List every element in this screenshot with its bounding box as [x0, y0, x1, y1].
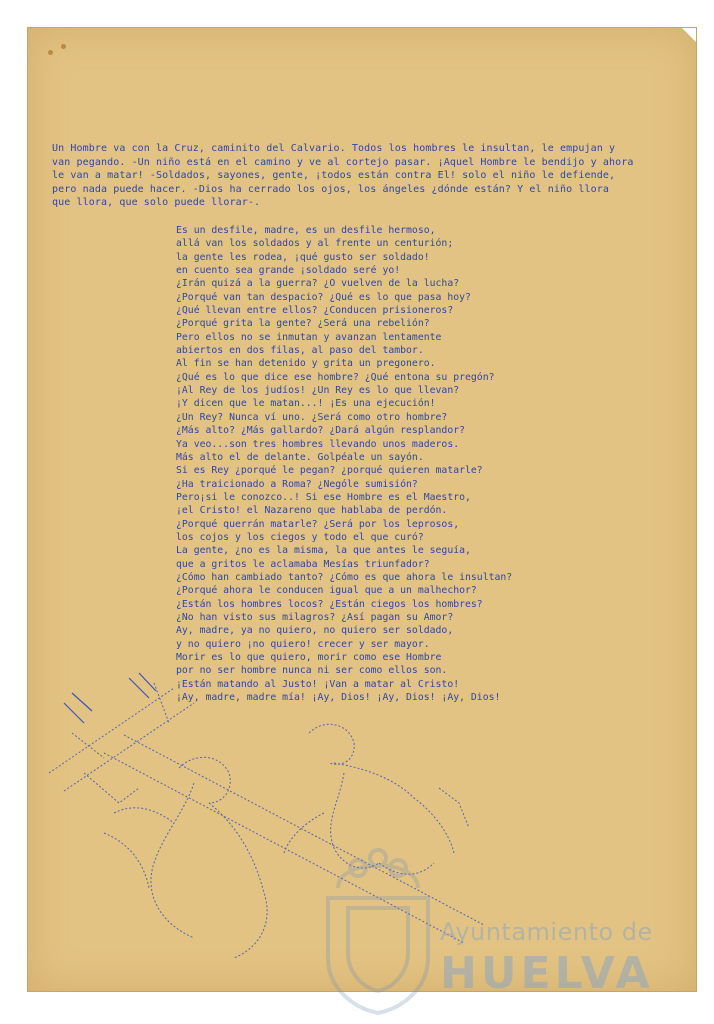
poem-line: ¡Ay, madre, madre mía! ¡Ay, Dios! ¡Ay, Dios! ¡Ay, Dios! — [176, 692, 501, 704]
poem-line: y no quiero ¡no quiero! crecer y ser mayor. — [176, 638, 430, 650]
poem-line: ¿Un Rey? Nunca ví uno. ¿Será como otro hombre? — [176, 411, 448, 423]
poem-line: ¿Qué llevan entre ellos? ¿Conducen prisioneros? — [176, 305, 454, 317]
poem-line: los cojos y los ciegos y todo el que curó? — [176, 531, 424, 543]
poem-line: ¿Cómo han cambiado tanto? ¿Cómo es que ahora le insultan? — [176, 571, 513, 583]
poem — [176, 224, 606, 704]
poem-line: ¿Porqué grita la gente? ¿Será una rebelión? — [176, 318, 430, 330]
poem-line: Pero ellos no se inmutan y avanzan lentamente — [176, 331, 442, 343]
poem-line: ¿Porqué van tan despacio? ¿Qué es lo que pasa hoy? — [176, 291, 471, 303]
poem-line: Al fin se han detenido y grita un pregonero. — [176, 358, 436, 370]
poem-line: Pero¡si le conozco..! Si ese Hombre es el Maestro, — [176, 491, 471, 503]
poem-line: Es un desfile, madre, es un desfile hermoso, — [176, 225, 436, 236]
poem-line: La gente, ¿no es la misma, la que antes le seguía, — [176, 545, 471, 557]
poem-line: por no ser hombre nunca ni ser como ellos son. — [176, 665, 448, 677]
poem-line: ¿Qué es lo que dice ese hombre? ¿Qué entona su pregón? — [176, 371, 495, 383]
intro-line: le van a matar! -Soldados, sayones, gente, ¡todos están contra El! solo el niño le defiende, — [52, 170, 616, 182]
poem-line: ¡el Cristo! el Nazareno que hablaba de perdón. — [176, 505, 448, 517]
poem-line: que a gritos le aclamaba Mesías triunfador? — [176, 558, 430, 570]
poem-line: ¿Más alto? ¿Más gallardo? ¿Dará algún resplandor? — [176, 425, 466, 437]
poem-line: ¿Porqué ahora le conducen igual que a un malhechor? — [176, 585, 477, 597]
poem-line: ¡Y dicen que le matan...! ¡Es una ejecución! — [176, 398, 436, 410]
poem-line: Más alto el de delante. Golpéale un sayón. — [176, 451, 424, 463]
intro-line: Un Hombre va con la Cruz, caminito del Calvario. Todos los hombres le insultan, le empujan y — [52, 143, 616, 154]
poem-line: ¡Están matando al Justo! ¡Van a matar al Cristo! — [176, 678, 460, 690]
document-page — [27, 27, 697, 999]
poem-line: ¡Al Rey de los judíos! ¿Un Rey es lo que llevan? — [176, 385, 460, 397]
poem-line: ¿Irán quizá a la guerra? ¿O vuelven de la lucha? — [176, 278, 460, 290]
intro-line: que llora, que solo puede llorar-. — [52, 197, 261, 209]
poem-line: Ya veo...son tres hombres llevando unos maderos. — [176, 438, 460, 450]
punch-hole — [61, 44, 66, 49]
poem-line: ¿Porqué querrán matarle? ¿Será por los leprosos, — [176, 518, 460, 530]
poem-line: Morir es lo que quiero, morir como ese Hombre — [176, 652, 442, 663]
punch-hole — [48, 50, 53, 55]
coat-of-arms-watermark — [308, 828, 448, 1018]
poem-line: Ay, madre, ya no quiero, no quiero ser soldado, — [176, 625, 454, 637]
intro-line: van pegando. -Un niño está en el camino y ve al cortejo pasar. ¡Aquel Hombre le bendijo y ahora — [52, 156, 634, 168]
poem-line: la gente les rodea, ¡qué gusto ser soldado! — [176, 251, 430, 263]
poem-line: ¿No han visto sus milagros? ¿Así pagan su Amor? — [176, 611, 454, 623]
poem-line: allá van los soldados y al frente un centurión; — [176, 238, 454, 250]
poem-line: ¿Están los hombres locos? ¿Están ciegos los hombres? — [176, 598, 483, 610]
intro-line: pero nada puede hacer. -Dios ha cerrado los ojos, los ángeles ¿dónde están? Y el niño llora — [52, 183, 609, 195]
poem-line: en cuento sea grande ¡soldado seré yo! — [176, 265, 401, 277]
watermark-line-1: Ayuntamiento de — [440, 918, 653, 946]
folded-corner — [682, 28, 696, 42]
poem-line: Si es Rey ¿porqué le pegan? ¿porqué quieren matarle? — [176, 465, 483, 477]
intro-paragraph — [52, 142, 672, 210]
poem-line: ¿Ha traicionado a Roma? ¿Nególe sumisión? — [176, 478, 418, 490]
watermark-line-2: HUELVA — [440, 948, 654, 999]
poem-line: abiertos en dos filas, al paso del tambor. — [176, 345, 424, 357]
